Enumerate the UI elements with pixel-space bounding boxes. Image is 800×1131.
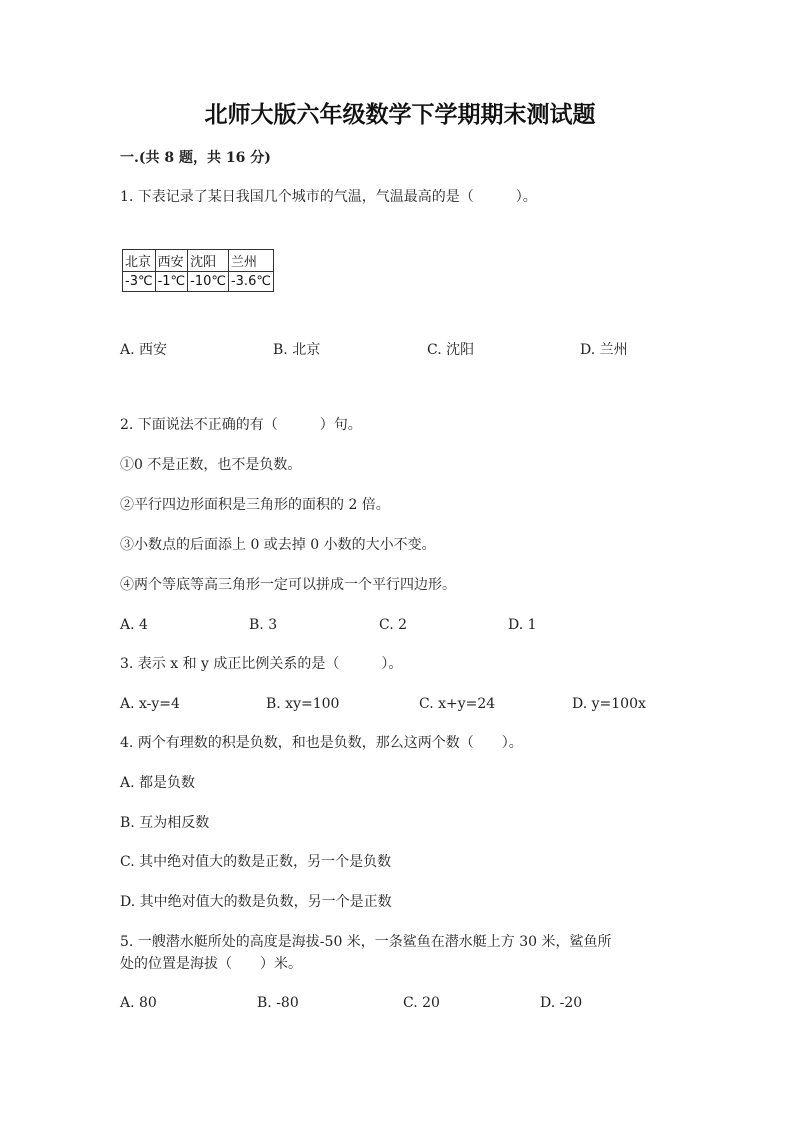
city-cell: 沈阳	[188, 250, 229, 272]
question-5-option-d[interactable]: D. -20	[540, 995, 583, 1011]
question-3-option-d[interactable]: D. y=100x	[572, 696, 646, 712]
question-4-text: 4. 两个有理数的积是负数，和也是负数，那么这两个数（ ）。	[120, 735, 523, 751]
question-1-option-b[interactable]: B. 北京	[273, 342, 321, 358]
table-row-temps	[123, 272, 274, 292]
question-4-option-b[interactable]: B. 互为相反数	[120, 815, 210, 831]
section-header: 一.(共 8 题，共 16 分)	[120, 150, 271, 166]
question-5-option-c[interactable]: C. 20	[403, 995, 440, 1011]
question-2-text: 2. 下面说法不正确的有（ ）句。	[120, 417, 362, 433]
temperature-table	[122, 249, 274, 292]
question-5-text-line-1: 5. 一艘潜水艇所处的高度是海拔-50 米，一条鲨鱼在潜水艇上方 30 米，鲨鱼所	[120, 934, 612, 950]
question-4-option-c[interactable]: C. 其中绝对值大的数是正数，另一个是负数	[120, 854, 392, 870]
city-cell: 西安	[155, 250, 188, 272]
question-5-option-b[interactable]: B. -80	[257, 995, 299, 1011]
page-title: 北师大版六年级数学下学期期末测试题	[204, 101, 596, 128]
question-1-option-d[interactable]: D. 兰州	[580, 342, 628, 358]
question-3-option-b[interactable]: B. xy=100	[266, 696, 340, 712]
question-5-text-line-2: 处的位置是海拔（ ）米。	[120, 956, 302, 972]
question-3-text: 3. 表示 x 和 y 成正比例关系的是（ ）。	[120, 656, 403, 672]
question-2-statement-2: ②平行四边形面积是三角形的面积的 2 倍。	[120, 497, 390, 513]
question-1-option-c[interactable]: C. 沈阳	[427, 342, 475, 358]
city-cell: 兰州	[228, 250, 273, 272]
question-3-option-a[interactable]: A. x-y=4	[120, 696, 180, 712]
temp-cell: -3℃	[123, 272, 156, 292]
question-2-option-b[interactable]: B. 3	[249, 617, 278, 633]
question-2-statement-3: ③小数点的后面添上 0 或去掉 0 小数的大小不变。	[120, 537, 436, 553]
question-4-option-a[interactable]: A. 都是负数	[120, 775, 196, 791]
question-1-text: 1. 下表记录了某日我国几个城市的气温，气温最高的是（ ）。	[120, 189, 537, 205]
city-cell: 北京	[123, 250, 156, 272]
question-2-option-a[interactable]: A. 4	[120, 617, 148, 633]
table-row-cities	[123, 250, 274, 272]
question-1-option-a[interactable]: A. 西安	[120, 342, 168, 358]
temp-cell: -3.6℃	[228, 272, 273, 292]
question-3-option-c[interactable]: C. x+y=24	[419, 696, 496, 712]
question-2-option-d[interactable]: D. 1	[508, 617, 537, 633]
question-5-option-a[interactable]: A. 80	[120, 995, 157, 1011]
question-2-option-c[interactable]: C. 2	[379, 617, 408, 633]
temp-cell: -10℃	[188, 272, 229, 292]
temp-cell: -1℃	[155, 272, 188, 292]
question-4-option-d[interactable]: D. 其中绝对值大的数是负数，另一个是正数	[120, 894, 392, 910]
question-2-statement-4: ④两个等底等高三角形一定可以拼成一个平行四边形。	[120, 577, 456, 593]
question-2-statement-1: ①0 不是正数，也不是负数。	[120, 457, 302, 473]
